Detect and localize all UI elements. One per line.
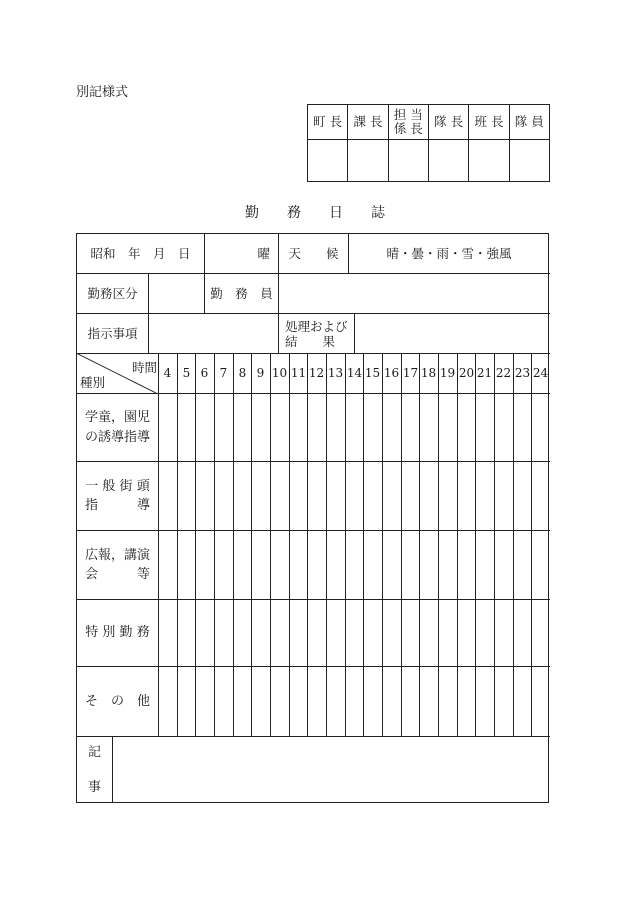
schedule-cell[interactable] [290, 667, 308, 736]
schedule-cell[interactable] [196, 600, 214, 666]
approval-header-text: 隊 長 [434, 113, 464, 129]
schedule-cell[interactable] [420, 462, 438, 530]
schedule-cell[interactable] [215, 667, 233, 736]
category-row-label [77, 394, 158, 461]
schedule-cell[interactable] [215, 394, 233, 461]
approval-header-text: 担 当 係 長 [393, 106, 423, 136]
schedule-cell[interactable] [290, 600, 308, 666]
weather-label: 天 候 [288, 246, 339, 261]
schedule-cell[interactable] [458, 667, 476, 736]
schedule-cell[interactable] [514, 600, 532, 666]
result-label: 処理および 結 果 [285, 318, 348, 349]
category-label-line1: そ の 他 [84, 693, 150, 709]
hour-label-6: 6 [200, 366, 209, 381]
approval-header-text: 町 長 [313, 113, 343, 129]
schedule-cell[interactable] [196, 394, 214, 461]
notes-label-bottom: 事 [88, 780, 102, 795]
schedule-cell[interactable] [476, 600, 494, 666]
schedule-cell[interactable] [234, 531, 252, 599]
notes-field[interactable] [113, 737, 549, 803]
schedule-cell[interactable] [383, 667, 401, 736]
approval-header-captain [428, 105, 468, 140]
schedule-cell[interactable] [476, 394, 494, 461]
schedule-cell[interactable] [514, 667, 532, 736]
hour-label-14: 14 [346, 366, 363, 381]
schedule-cell[interactable] [364, 531, 382, 599]
category-row-label [77, 531, 158, 599]
schedule-cell[interactable] [327, 394, 345, 461]
schedule-cell[interactable] [364, 394, 382, 461]
result-field[interactable] [355, 314, 549, 353]
category-row-label [77, 462, 158, 530]
schedule-cell[interactable] [402, 394, 420, 461]
schedule-cell[interactable] [308, 394, 326, 461]
schedule-cell[interactable] [439, 667, 457, 736]
approval-stamp-cell[interactable] [308, 140, 348, 182]
schedule-cell[interactable] [196, 462, 214, 530]
schedule-cell[interactable] [252, 600, 270, 666]
approval-header-text: 班 長 [474, 113, 504, 129]
schedule-cell[interactable] [215, 600, 233, 666]
schedule-cell[interactable] [234, 667, 252, 736]
schedule-cell[interactable] [402, 462, 420, 530]
page-title: 勤 務 日 誌 [245, 205, 385, 221]
staff-field[interactable] [279, 274, 549, 313]
duty-type-label: 勤務区分 [87, 286, 138, 301]
schedule-cell[interactable] [159, 462, 177, 530]
schedule-cell[interactable] [439, 600, 457, 666]
schedule-cell[interactable] [308, 531, 326, 599]
hour-label-7: 7 [219, 366, 228, 381]
category-label-line2: の誘導指導 [84, 429, 150, 445]
schedule-cell[interactable] [215, 531, 233, 599]
schedule-cell[interactable] [346, 394, 364, 461]
approval-header-text: 課 長 [353, 113, 383, 129]
hour-label-21: 21 [476, 366, 493, 381]
schedule-cell[interactable] [439, 462, 457, 530]
schedule-cell[interactable] [271, 394, 289, 461]
notes-label-top: 記 [88, 745, 102, 760]
instruction-field[interactable] [149, 314, 278, 353]
hour-label-24: 24 [532, 366, 549, 381]
schedule-cell[interactable] [476, 531, 494, 599]
schedule-cell[interactable] [346, 531, 364, 599]
schedule-cell[interactable] [178, 394, 196, 461]
time-header-label: 時間 [132, 360, 158, 375]
approval-stamp-cell[interactable] [509, 140, 549, 182]
schedule-cell[interactable] [420, 531, 438, 599]
schedule-cell[interactable] [532, 667, 550, 736]
schedule-cell[interactable] [159, 667, 177, 736]
category-row-label [77, 667, 158, 736]
schedule-cell[interactable] [402, 667, 420, 736]
hour-label-22: 22 [495, 366, 512, 381]
schedule-cell[interactable] [364, 667, 382, 736]
schedule-cell[interactable] [458, 600, 476, 666]
approval-stamp-cell[interactable] [469, 140, 509, 182]
hour-label-20: 20 [458, 366, 475, 381]
schedule-cell[interactable] [476, 667, 494, 736]
schedule-cell[interactable] [159, 531, 177, 599]
staff-label: 勤 務 員 [210, 286, 273, 301]
schedule-cell[interactable] [290, 531, 308, 599]
schedule-cell[interactable] [364, 462, 382, 530]
schedule-cell[interactable] [458, 531, 476, 599]
approval-header-mayor [308, 105, 348, 140]
weekday-label: 曜 [257, 246, 270, 261]
hour-label-11: 11 [290, 366, 307, 381]
category-row-label [77, 600, 158, 666]
approval-header-chief-in-charge [388, 105, 428, 140]
schedule-cell[interactable] [271, 531, 289, 599]
category-label-line2: 指 導 [84, 498, 150, 513]
schedule-cell[interactable] [308, 462, 326, 530]
category-label-line1: 広報，講演 [84, 547, 150, 563]
hour-label-12: 12 [308, 366, 325, 381]
schedule-cell[interactable] [178, 667, 196, 736]
hour-label-10: 10 [271, 366, 288, 381]
schedule-cell[interactable] [271, 667, 289, 736]
schedule-cell[interactable] [271, 462, 289, 530]
schedule-cell[interactable] [402, 531, 420, 599]
schedule-cell[interactable] [234, 394, 252, 461]
schedule-cell[interactable] [514, 394, 532, 461]
schedule-cell[interactable] [495, 394, 513, 461]
schedule-cell[interactable] [252, 462, 270, 530]
hour-label-5: 5 [182, 366, 191, 381]
schedule-cell[interactable] [439, 531, 457, 599]
schedule-cell[interactable] [252, 531, 270, 599]
schedule-cell[interactable] [514, 531, 532, 599]
schedule-cell[interactable] [215, 462, 233, 530]
schedule-cell[interactable] [532, 531, 550, 599]
schedule-cell[interactable] [290, 462, 308, 530]
date-field[interactable]: 昭和 年 月 日 [90, 246, 191, 261]
schedule-cell[interactable] [159, 600, 177, 666]
schedule-cell[interactable] [196, 531, 214, 599]
schedule-cell[interactable] [271, 600, 289, 666]
schedule-cell[interactable] [346, 600, 364, 666]
schedule-cell[interactable] [327, 667, 345, 736]
schedule-cell[interactable] [159, 394, 177, 461]
schedule-cell[interactable] [290, 394, 308, 461]
schedule-cell[interactable] [402, 600, 420, 666]
hour-label-16: 16 [383, 366, 400, 381]
schedule-cell[interactable] [420, 667, 438, 736]
approval-stamp-cell[interactable] [388, 140, 428, 182]
schedule-cell[interactable] [476, 462, 494, 530]
schedule-cell[interactable] [420, 600, 438, 666]
schedule-cell[interactable] [178, 600, 196, 666]
weather-options[interactable]: 晴・曇・雨・雪・強風 [386, 246, 512, 261]
schedule-cell[interactable] [252, 667, 270, 736]
hour-label-18: 18 [420, 366, 437, 381]
approval-header-text: 隊 員 [514, 113, 544, 129]
schedule-cell[interactable] [532, 394, 550, 461]
duty-type-field[interactable] [149, 274, 204, 313]
category-label-line1: 一 般 街 頭 [85, 478, 150, 494]
approval-header-squad-leader [469, 105, 509, 140]
approval-header-section-chief [348, 105, 388, 140]
schedule-cell[interactable] [346, 667, 364, 736]
schedule-cell[interactable] [495, 667, 513, 736]
category-label-line1: 特 別 勤 務 [85, 625, 150, 641]
schedule-cell[interactable] [383, 600, 401, 666]
hour-label-9: 9 [256, 366, 265, 381]
category-label-line1: 学童，園児 [84, 410, 150, 425]
schedule-cell[interactable] [178, 531, 196, 599]
schedule-cell[interactable] [383, 462, 401, 530]
schedule-cell[interactable] [439, 394, 457, 461]
schedule-cell[interactable] [532, 600, 550, 666]
schedule-cell[interactable] [234, 462, 252, 530]
hour-label-19: 19 [439, 366, 456, 381]
schedule-cell[interactable] [234, 600, 252, 666]
schedule-cell[interactable] [532, 462, 550, 530]
schedule-cell[interactable] [495, 600, 513, 666]
approval-stamp-cell[interactable] [428, 140, 468, 182]
category-label-line2: 会 等 [84, 567, 150, 582]
approval-stamp-cell[interactable] [348, 140, 388, 182]
schedule-cell[interactable] [308, 667, 326, 736]
approval-table [307, 104, 550, 182]
schedule-cell[interactable] [364, 600, 382, 666]
schedule-cell[interactable] [495, 531, 513, 599]
hour-label-13: 13 [327, 366, 344, 381]
schedule-cell[interactable] [420, 394, 438, 461]
schedule-cell[interactable] [178, 462, 196, 530]
schedule-cell[interactable] [196, 667, 214, 736]
schedule-cell[interactable] [327, 462, 345, 530]
category-header-label: 種別 [80, 375, 106, 390]
hour-label-15: 15 [364, 366, 381, 381]
hour-label-17: 17 [402, 366, 419, 381]
schedule-cell[interactable] [458, 394, 476, 461]
schedule-cell[interactable] [327, 531, 345, 599]
schedule-cell[interactable] [458, 462, 476, 530]
schedule-cell[interactable] [514, 462, 532, 530]
hour-label-4: 4 [163, 366, 172, 381]
approval-stamp-box [307, 104, 550, 182]
schedule-cell[interactable] [308, 600, 326, 666]
schedule-cell[interactable] [327, 600, 345, 666]
instruction-label: 指示事項 [87, 326, 138, 341]
approval-header-member [509, 105, 549, 140]
schedule-cell[interactable] [346, 462, 364, 530]
hour-label-8: 8 [238, 366, 247, 381]
schedule-cell[interactable] [495, 462, 513, 530]
schedule-cell[interactable] [383, 531, 401, 599]
hour-label-23: 23 [514, 366, 531, 381]
schedule-cell[interactable] [252, 394, 270, 461]
form-label: 別記様式 [76, 85, 129, 100]
schedule-cell[interactable] [383, 394, 401, 461]
